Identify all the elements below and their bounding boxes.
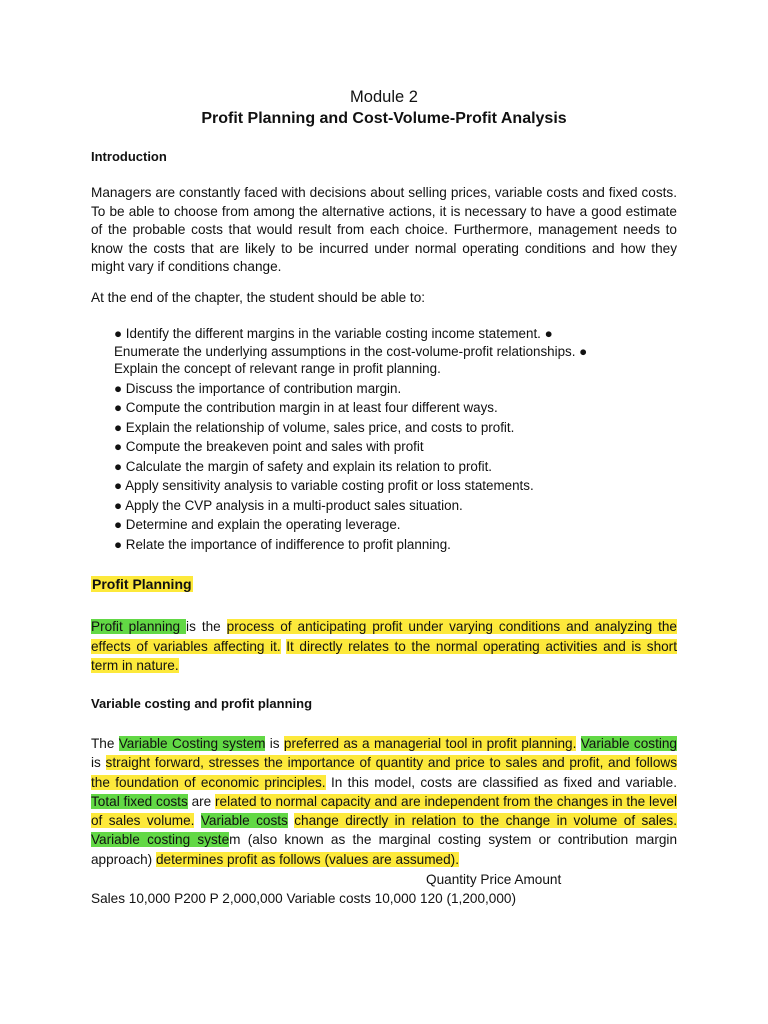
objective-item: ● Compute the breakeven point and sales with profit: [114, 439, 424, 454]
objective-item: ● Explain the relationship of volume, sales price, and costs to profit.: [114, 419, 515, 435]
objective-item: ● Calculate the margin of safety and explain its relation to profit.: [114, 458, 493, 474]
highlight-term: Total fixed costs: [91, 793, 188, 809]
objectives-list: [114, 325, 654, 553]
introduction-paragraph: Managers are constantly faced with decisions about selling prices, variable costs and fixed costs. To be able to choose from among the alternative actions, it is necessary to have a good estimate of the probable costs that would result from each choice. Furthermore, management needs to know the costs that are likely to be incurred under normal operating conditions and how they might vary if conditions change.: [91, 185, 677, 274]
objective-item: ● Apply sensitivity analysis to variable costing profit or loss statements.: [114, 478, 534, 493]
text-run: m (also known as the marginal costing system or contribution margin approach): [91, 832, 677, 867]
highlight-definition: preferred as a managerial tool in profit planning.: [283, 736, 577, 751]
page-title: Profit Planning and Cost-Volume-Profit Analysis: [201, 110, 567, 127]
objective-item: ● Apply the CVP analysis in a multi-product sales situation.: [114, 497, 463, 513]
highlight-term: Profit planning: [91, 619, 187, 634]
objective-item: Explain the concept of relevant range in profit planning.: [114, 361, 441, 376]
table-header: Quantity Price Amount: [426, 872, 562, 887]
profit-planning-paragraph: [91, 617, 677, 676]
text-run: is: [91, 755, 106, 771]
highlight-term: Variable costs: [200, 813, 288, 829]
highlight-definition: change directly in relation to the change in volume of sales.: [294, 813, 677, 829]
highlight-term: Variable Costing system: [118, 736, 266, 751]
highlight-definition: It directly relates to the normal operating activities and is short term in nature.: [91, 638, 677, 673]
text-run: In this model, costs are classified as fixed and variable.: [325, 774, 677, 790]
objective-item: ● Relate the importance of indifference to profit planning.: [114, 536, 451, 552]
text-run: [194, 813, 200, 828]
highlight-term: Variable costing: [580, 736, 677, 751]
profit-planning-heading: Profit Planning: [92, 576, 192, 592]
variable-costing-paragraph: [91, 734, 677, 869]
highlight-definition: straight forward, stresses the importance of quantity and price to sales and profit, and follows the foundation of economic principles.: [91, 755, 677, 790]
text-run: The: [91, 736, 119, 751]
highlight-definition: determines profit as follows (values are assumed).: [156, 851, 459, 867]
module-label: Module 2: [350, 88, 418, 106]
highlight-definition: process of anticipating profit under varying conditions and analyzing the effects of variables affecting it.: [91, 619, 677, 654]
text-run: is: [265, 736, 284, 751]
objective-item: ● Identify the different margins in the variable costing income statement. ●: [114, 326, 553, 341]
variable-costing-heading: Variable costing and profit planning: [91, 696, 313, 711]
text-run: are: [187, 793, 216, 809]
highlight-definition: related to normal capacity and are independent from the changes in the level of sales volume.: [91, 793, 677, 829]
introduction-heading: Introduction: [91, 149, 167, 164]
highlight-term: Variable costing syste: [91, 832, 230, 848]
objective-item: ● Compute the contribution margin in at least four different ways.: [114, 400, 498, 415]
objectives-lead: At the end of the chapter, the student should be able to:: [91, 290, 426, 305]
objective-item: ● Discuss the importance of contribution margin.: [114, 380, 402, 396]
objective-item: ● Determine and explain the operating leverage.: [114, 517, 401, 532]
table-row: Sales 10,000 P200 P 2,000,000 Variable costs 10,000 120 (1,200,000): [91, 891, 516, 906]
text-run: is the: [186, 619, 227, 634]
objective-item: Enumerate the underlying assumptions in the cost-volume-profit relationships. ●: [114, 343, 588, 359]
